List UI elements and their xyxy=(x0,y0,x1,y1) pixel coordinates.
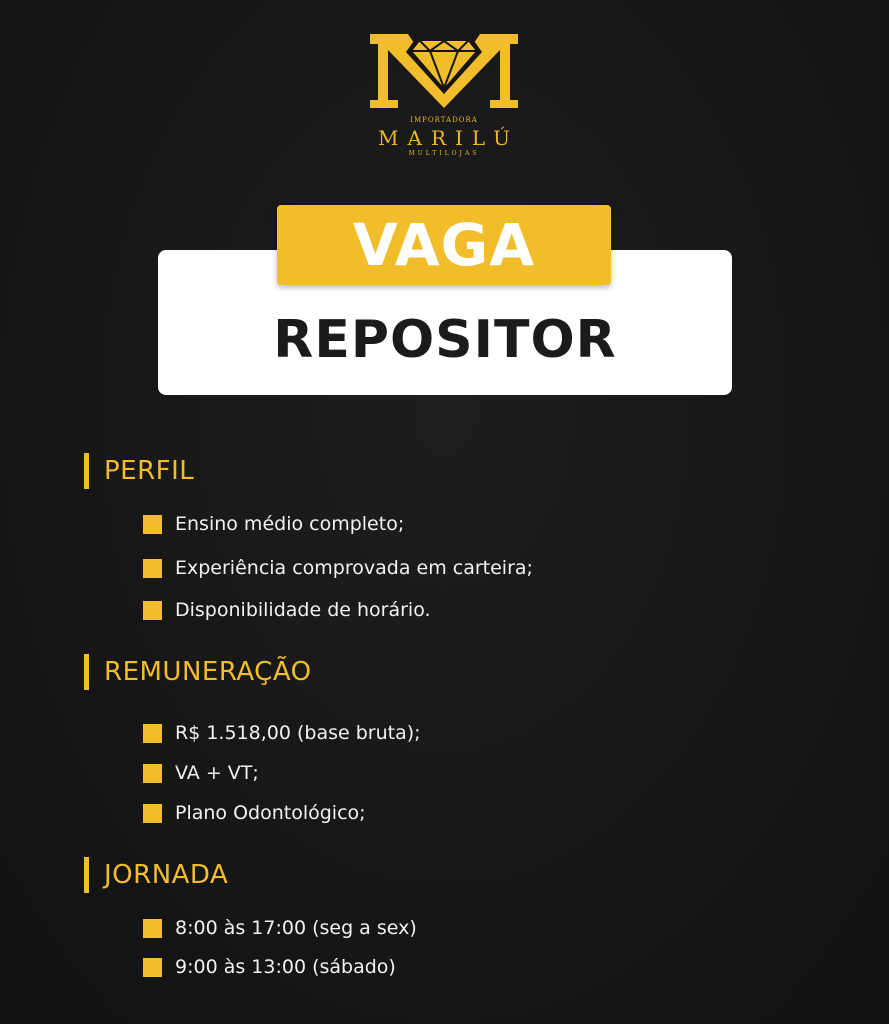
list-item xyxy=(143,955,396,979)
list-item xyxy=(143,801,366,825)
section-title-perfil: PERFIL xyxy=(84,453,194,489)
list-item-text: Ensino médio completo; xyxy=(175,513,405,535)
bullet-square-icon xyxy=(143,764,162,783)
bullet-square-icon xyxy=(143,919,162,938)
logo-bottom-text: MULTILOJAS xyxy=(408,150,480,157)
list-item xyxy=(143,512,404,536)
vaga-label: VAGA xyxy=(352,211,536,279)
list-item-text: 9:00 às 13:00 (sábado) xyxy=(175,956,396,978)
list-item xyxy=(143,721,421,745)
section-title-remuneracao: REMUNERAÇÃO xyxy=(84,654,312,690)
list-item xyxy=(143,761,259,785)
section-title-jornada: JORNADA xyxy=(84,857,228,893)
logo-top-text: IMPORTADORA xyxy=(410,116,478,124)
diamond-m-logo-icon xyxy=(368,28,520,114)
bullet-square-icon xyxy=(143,804,162,823)
list-item xyxy=(143,598,431,622)
list-item-text: VA + VT; xyxy=(175,762,259,784)
brand-logo xyxy=(344,28,544,168)
logo-brand-name: MARILÚ xyxy=(378,126,519,150)
bullet-square-icon xyxy=(143,515,162,534)
list-item xyxy=(143,916,417,940)
job-title: REPOSITOR xyxy=(273,310,617,370)
list-item-text: Disponibilidade de horário. xyxy=(175,599,431,621)
list-item-text: Experiência comprovada em carteira; xyxy=(175,557,533,579)
list-item-text: 8:00 às 17:00 (seg a sex) xyxy=(175,917,417,939)
list-item-text: Plano Odontológico; xyxy=(175,802,366,824)
bullet-square-icon xyxy=(143,559,162,578)
list-item-text: R$ 1.518,00 (base bruta); xyxy=(175,722,421,744)
list-item xyxy=(143,556,533,580)
bullet-square-icon xyxy=(143,958,162,977)
bullet-square-icon xyxy=(143,724,162,743)
bullet-square-icon xyxy=(143,601,162,620)
